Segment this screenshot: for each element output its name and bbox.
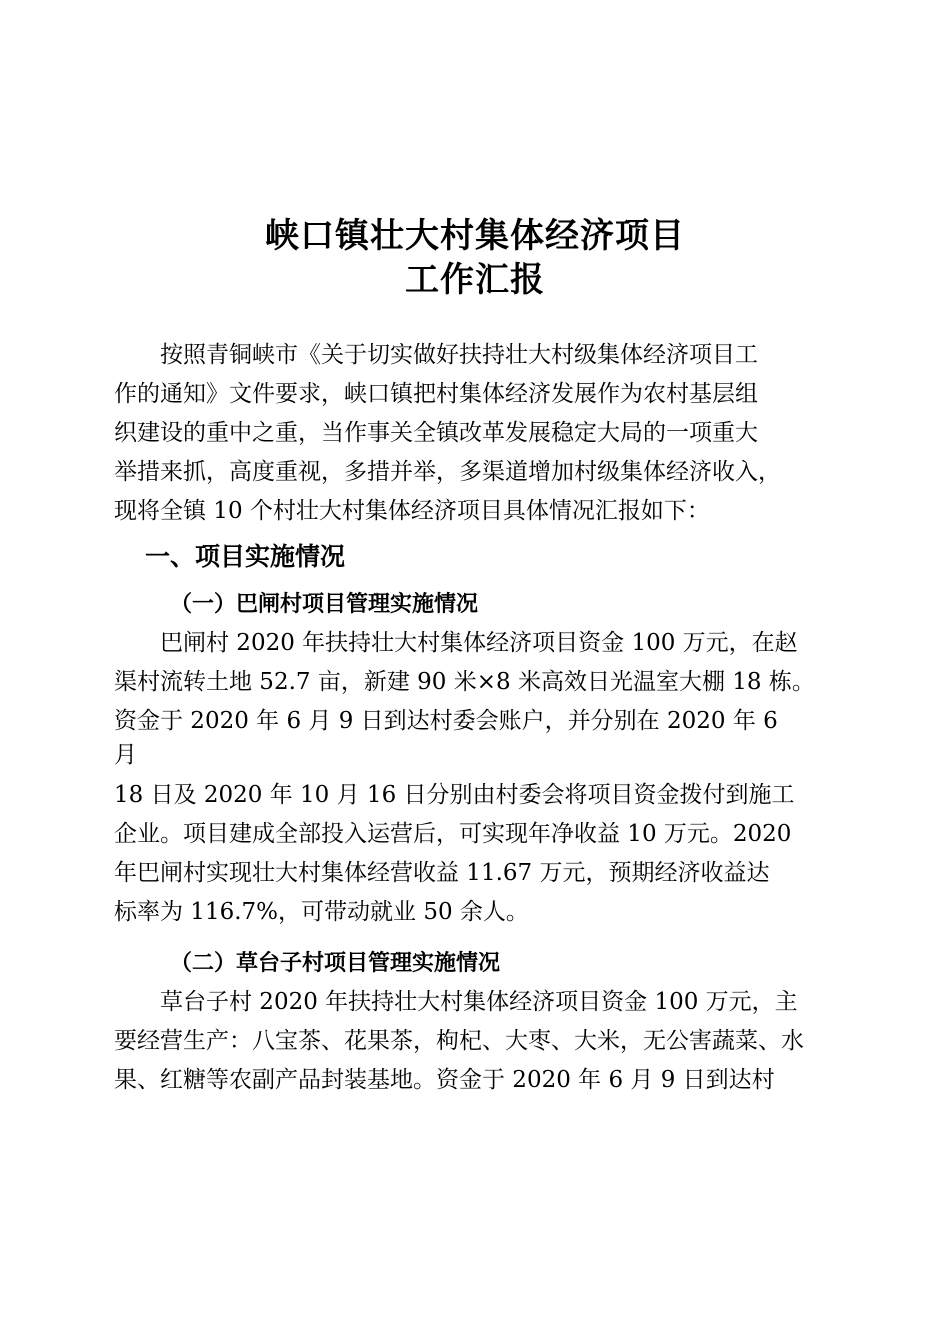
paragraph-line: 月 xyxy=(114,742,137,768)
paragraph-line: 果、红糖等农副产品封装基地。资金于 2020 年 6 月 9 日到达村 xyxy=(114,1067,775,1093)
paragraph-line: 标率为 116.7%，可带动就业 50 余人。 xyxy=(114,899,529,925)
intro-line: 织建设的重中之重，当作事关全镇改革发展稳定大局的一项重大 xyxy=(114,420,758,446)
paragraph-line: 企业。项目建成全部投入运营后，可实现年净收益 10 万元。2020 xyxy=(114,821,792,847)
subsection-heading: （一）巴闸村项目管理实施情况 xyxy=(170,592,479,617)
intro-line: 现将全镇 10 个村壮大村集体经济项目具体情况汇报如下： xyxy=(114,498,710,524)
paragraph-line: 18 日及 2020 年 10 月 16 日分别由村委会将项目资金拨付到施工 xyxy=(114,782,795,808)
intro-line: 作的通知》文件要求，峡口镇把村集体经济发展作为农村基层组 xyxy=(114,381,758,407)
paragraph-line: 要经营生产：八宝茶、花果茶，枸杞、大枣、大米，无公害蔬菜、水 xyxy=(114,1028,804,1054)
intro-line: 按照青铜峡市《关于切实做好扶持壮大村级集体经济项目工 xyxy=(114,342,758,368)
subsection-heading: （二）草台子村项目管理实施情况 xyxy=(170,951,501,976)
section-heading: 一、项目实施情况 xyxy=(145,542,346,571)
paragraph-line: 年巴闸村实现壮大村集体经营收益 11.67 万元，预期经济收益达 xyxy=(114,860,770,886)
paragraph-line: 资金于 2020 年 6 月 9 日到达村委会账户，并分别在 2020 年 6 xyxy=(114,708,778,734)
paragraph-line: 渠村流转土地 52.7 亩，新建 90 米×8 米高效日光温室大棚 18 栋。 xyxy=(114,669,815,695)
document-title-line-2: 工作汇报 xyxy=(405,260,545,300)
document-title-line-1: 峡口镇壮大村集体经济项目 xyxy=(265,216,685,256)
paragraph-line: 巴闸村 2020 年扶持壮大村集体经济项目资金 100 万元，在赵 xyxy=(114,630,798,656)
intro-line: 举措来抓，高度重视，多措并举，多渠道增加村级集体经济收入， xyxy=(114,459,781,485)
paragraph-line: 草台子村 2020 年扶持壮大村集体经济项目资金 100 万元，主 xyxy=(114,989,798,1015)
